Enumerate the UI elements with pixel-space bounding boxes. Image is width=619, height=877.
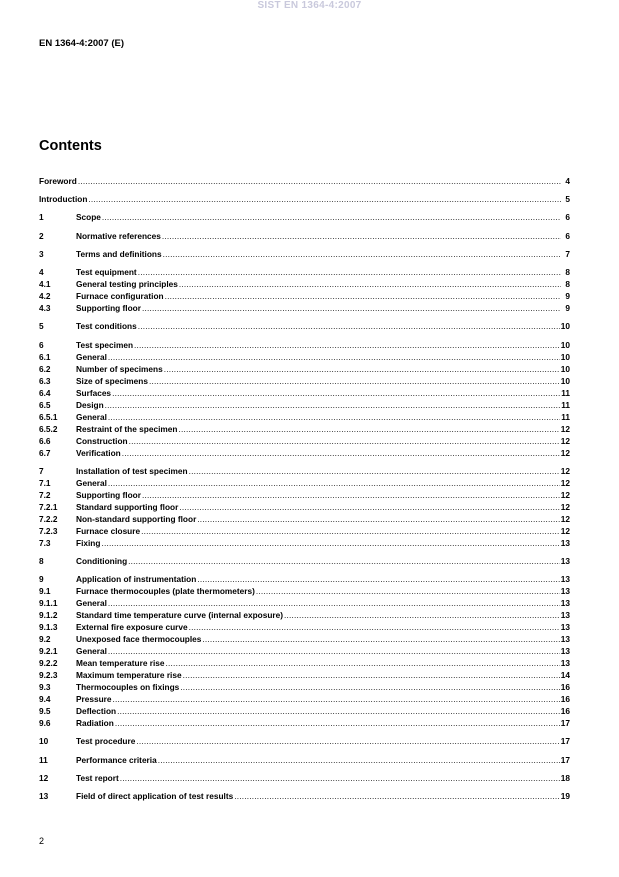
toc-page-number: 10 <box>560 321 570 331</box>
toc-section-number: 6.5.2 <box>39 424 58 434</box>
toc-section-number: 9.6 <box>39 718 51 728</box>
toc-section-title: Restraint of the specimen <box>76 424 178 434</box>
toc-dot-leader <box>108 352 560 363</box>
toc-entry[interactable] <box>39 279 570 290</box>
toc-section-title: Standard supporting floor <box>76 502 179 512</box>
toc-entry[interactable] <box>39 682 570 693</box>
toc-page-number: 16 <box>560 706 570 716</box>
toc-section-title: Furnace closure <box>76 526 141 536</box>
toc-page-number: 13 <box>560 574 570 584</box>
toc-dot-leader <box>120 773 560 784</box>
toc-section-number: 7.2.3 <box>39 526 58 536</box>
toc-section-title: Construction <box>76 436 128 446</box>
toc-section-title: External fire exposure curve <box>76 622 188 632</box>
toc-entry[interactable] <box>39 303 570 314</box>
toc-section-number: 4.1 <box>39 279 51 289</box>
toc-section-number: 13 <box>39 791 49 801</box>
toc-page-number: 12 <box>560 448 570 458</box>
toc-page-number: 9 <box>565 303 570 313</box>
toc-entry[interactable] <box>39 706 570 717</box>
toc-entry[interactable] <box>39 755 570 766</box>
toc-section-number: 7.2.1 <box>39 502 58 512</box>
toc-entry[interactable] <box>39 634 570 645</box>
toc-page-number: 12 <box>560 514 570 524</box>
toc-dot-leader <box>179 502 559 513</box>
toc-entry[interactable] <box>39 773 570 784</box>
toc-page-number: 13 <box>560 610 570 620</box>
toc-entry[interactable] <box>39 526 570 537</box>
toc-page-number: 13 <box>560 646 570 656</box>
toc-dot-leader <box>129 436 560 447</box>
toc-section-number: 6.5 <box>39 400 51 410</box>
toc-dot-leader <box>113 694 560 705</box>
toc-section-number: 9 <box>39 574 44 584</box>
toc-dot-leader <box>108 646 560 657</box>
toc-page-number: 19 <box>560 791 570 801</box>
toc-section-number: 9.2.1 <box>39 646 58 656</box>
toc-section-title: General <box>76 412 107 422</box>
toc-section-title: General testing principles <box>76 279 178 289</box>
toc-dot-leader <box>108 478 560 489</box>
toc-entry[interactable] <box>39 791 570 802</box>
toc-section-number: 6.1 <box>39 352 51 362</box>
toc-dot-leader <box>134 340 560 351</box>
toc-page-number: 13 <box>560 622 570 632</box>
toc-section-number: 7.2 <box>39 490 51 500</box>
toc-page-number: 8 <box>565 279 570 289</box>
toc-dot-leader <box>164 364 560 375</box>
toc-page-number: 6 <box>565 212 570 222</box>
toc-section-number: 9.2.3 <box>39 670 58 680</box>
toc-dot-leader <box>189 622 560 633</box>
toc-entry[interactable] <box>39 212 570 223</box>
toc-dot-leader <box>178 424 559 435</box>
toc-section-number: 9.4 <box>39 694 51 704</box>
toc-entry[interactable] <box>39 586 570 597</box>
toc-section-title: Furnace thermocouples (plate thermometers) <box>76 586 255 596</box>
toc-entry[interactable] <box>39 574 570 585</box>
toc-entry[interactable] <box>39 646 570 657</box>
toc-dot-leader <box>183 670 560 681</box>
toc-entry[interactable] <box>39 424 570 435</box>
toc-section-number: 12 <box>39 773 49 783</box>
toc-section-title: Supporting floor <box>76 490 141 500</box>
toc-section-title: Standard time temperature curve (internal exposure) <box>76 610 284 620</box>
toc-dot-leader <box>197 574 559 585</box>
toc-section-title: Scope <box>76 212 101 222</box>
contents-heading: Contents <box>39 138 102 154</box>
toc-page-number: 12 <box>560 478 570 488</box>
document-id: EN 1364-4:2007 (E) <box>39 38 125 49</box>
toc-section-number: 5 <box>39 321 44 331</box>
toc-dot-leader <box>180 682 560 693</box>
toc-section-title: Verification <box>76 448 121 458</box>
toc-entry[interactable] <box>39 598 570 609</box>
toc-entry[interactable] <box>39 694 570 705</box>
toc-section-title: Test procedure <box>76 736 136 746</box>
toc-dot-leader <box>101 538 559 549</box>
toc-section-number: 9.3 <box>39 682 51 692</box>
toc-section-number: 9.1 <box>39 586 51 596</box>
toc-section-number: 10 <box>39 736 49 746</box>
toc-entry[interactable] <box>39 321 570 332</box>
toc-page-number: 6 <box>565 231 570 241</box>
toc-section-title: Surfaces <box>76 388 112 398</box>
toc-section-number: 9.1.3 <box>39 622 58 632</box>
toc-dot-leader <box>179 279 561 290</box>
toc-section-title: General <box>76 598 107 608</box>
toc-page-number: 8 <box>565 267 570 277</box>
toc-section-title: Installation of test specimen <box>76 466 188 476</box>
toc-dot-leader <box>158 755 560 766</box>
toc-page-number: 11 <box>561 400 570 410</box>
toc-page-number: 13 <box>560 658 570 668</box>
toc-dot-leader <box>122 448 560 459</box>
toc-dot-leader <box>142 303 561 314</box>
toc-page-number: 10 <box>560 340 570 350</box>
toc-page-number: 5 <box>565 194 570 204</box>
toc-entry[interactable] <box>39 670 570 681</box>
toc-section-title: Test report <box>76 773 119 783</box>
toc-page-number: 17 <box>560 755 570 765</box>
toc-section-title: Test conditions <box>76 321 137 331</box>
toc-entry[interactable] <box>39 176 570 187</box>
toc-dot-leader <box>149 376 560 387</box>
toc-entry[interactable] <box>39 376 570 387</box>
toc-dot-leader <box>112 388 560 399</box>
toc-entry[interactable] <box>39 448 570 459</box>
toc-section-number: 6.6 <box>39 436 51 446</box>
toc-section-number: 9.2.2 <box>39 658 58 668</box>
toc-dot-leader <box>166 658 560 669</box>
toc-dot-leader <box>78 176 561 187</box>
toc-dot-leader <box>234 791 560 802</box>
toc-section-number: 4 <box>39 267 44 277</box>
toc-section-number: 6.4 <box>39 388 51 398</box>
toc-entry[interactable] <box>39 736 570 747</box>
toc-section-title: Fixing <box>76 538 101 548</box>
toc-section-number: 2 <box>39 231 44 241</box>
toc-page-number: 12 <box>560 436 570 446</box>
toc-page-number: 10 <box>560 376 570 386</box>
toc-page-number: 12 <box>560 526 570 536</box>
toc-entry[interactable] <box>39 610 570 621</box>
toc-page-number: 7 <box>565 249 570 259</box>
toc-dot-leader <box>105 400 561 411</box>
toc-dot-leader <box>102 212 561 223</box>
toc-entry[interactable] <box>39 194 570 205</box>
toc-page-number: 12 <box>560 424 570 434</box>
toc-entry[interactable] <box>39 622 570 633</box>
toc-section-number: 6 <box>39 340 44 350</box>
toc-dot-leader <box>189 466 560 477</box>
toc-dot-leader <box>142 490 560 501</box>
toc-dot-leader <box>88 194 561 205</box>
toc-entry[interactable] <box>39 340 570 351</box>
toc-entry[interactable] <box>39 436 570 447</box>
toc-section-title: General <box>76 352 107 362</box>
toc-entry[interactable] <box>39 478 570 489</box>
toc-page-number: 13 <box>560 598 570 608</box>
toc-section-title: Radiation <box>76 718 114 728</box>
toc-section-number: 7.1 <box>39 478 51 488</box>
toc-section-title: Non-standard supporting floor <box>76 514 197 524</box>
toc-section-number: 7 <box>39 466 44 476</box>
toc-page-number: 14 <box>560 670 570 680</box>
toc-page-number: 13 <box>560 556 570 566</box>
toc-entry[interactable] <box>39 658 570 669</box>
toc-page-number: 16 <box>560 694 570 704</box>
toc-page-number: 13 <box>560 634 570 644</box>
toc-entry[interactable] <box>39 514 570 525</box>
toc-section-title: Performance criteria <box>76 755 157 765</box>
toc-page-number: 10 <box>560 352 570 362</box>
toc-section-title: Supporting floor <box>76 303 141 313</box>
toc-entry[interactable] <box>39 291 570 302</box>
toc-section-title: Furnace configuration <box>76 291 164 301</box>
toc-section-title: Unexposed face thermocouples <box>76 634 202 644</box>
toc-section-number: 7.3 <box>39 538 51 548</box>
toc-section-title: Normative references <box>76 231 161 241</box>
toc-section-title: Pressure <box>76 694 112 704</box>
toc-section-title: Terms and definitions <box>76 249 162 259</box>
toc-section-title: Mean temperature rise <box>76 658 165 668</box>
toc-section-number: 9.2 <box>39 634 51 644</box>
toc-section-title: Field of direct application of test results <box>76 791 234 801</box>
toc-dot-leader <box>162 231 561 242</box>
toc-entry[interactable] <box>39 400 570 411</box>
toc-dot-leader <box>138 267 561 278</box>
toc-entry[interactable] <box>39 364 570 375</box>
toc-page-number: 12 <box>560 490 570 500</box>
page-number: 2 <box>39 836 45 846</box>
toc-dot-leader <box>141 526 560 537</box>
toc-page-number: 16 <box>560 682 570 692</box>
toc-section-number: 11 <box>39 755 48 765</box>
toc-page-number: 12 <box>560 466 570 476</box>
toc-page-number: 13 <box>560 586 570 596</box>
toc-section-number: 7.2.2 <box>39 514 58 524</box>
toc-section-number: 4.3 <box>39 303 51 313</box>
toc-page-number: 13 <box>560 538 570 548</box>
toc-dot-leader <box>138 321 560 332</box>
watermark: SIST EN 1364-4:2007 <box>257 0 362 11</box>
toc-section-title: Application of instrumentation <box>76 574 197 584</box>
toc-page-number: 11 <box>561 412 570 422</box>
toc-entry[interactable] <box>39 388 570 399</box>
toc-entry[interactable] <box>39 466 570 477</box>
toc-section-title: Test equipment <box>76 267 137 277</box>
toc-dot-leader <box>108 412 560 423</box>
toc-section-number: 4.2 <box>39 291 51 301</box>
toc-section-number: 6.7 <box>39 448 51 458</box>
toc-section-title: Conditioning <box>76 556 128 566</box>
toc-page-number: 10 <box>560 364 570 374</box>
toc-dot-leader <box>165 291 561 302</box>
toc-entry[interactable] <box>39 538 570 549</box>
toc-dot-leader <box>115 718 560 729</box>
toc-entry[interactable] <box>39 502 570 513</box>
toc-dot-leader <box>197 514 559 525</box>
toc-dot-leader <box>284 610 560 621</box>
toc-dot-leader <box>117 706 560 717</box>
toc-entry[interactable] <box>39 249 570 260</box>
toc-page-number: 17 <box>560 718 570 728</box>
toc-section-number: 9.1.1 <box>39 598 58 608</box>
toc-entry[interactable] <box>39 556 570 567</box>
toc-entry[interactable] <box>39 490 570 501</box>
toc-section-title: Test specimen <box>76 340 134 350</box>
toc-section-number: 6.2 <box>39 364 51 374</box>
toc-section-number: 6.3 <box>39 376 51 386</box>
toc-entry[interactable] <box>39 718 570 729</box>
toc-section-number: 1 <box>39 212 44 222</box>
toc-section-title: Deflection <box>76 706 117 716</box>
toc-dot-leader <box>136 736 559 747</box>
toc-section-title: Thermocouples on fixings <box>76 682 180 692</box>
toc-section-title: General <box>76 478 107 488</box>
toc-page-number: 9 <box>565 291 570 301</box>
toc-section-number: 9.1.2 <box>39 610 58 620</box>
toc-section-title: Design <box>76 400 104 410</box>
toc-section-title: Number of specimens <box>76 364 163 374</box>
toc-entry[interactable] <box>39 412 570 423</box>
toc-dot-leader <box>256 586 560 597</box>
toc-section-title: Maximum temperature rise <box>76 670 182 680</box>
toc-dot-leader <box>163 249 561 260</box>
toc-page-number: 11 <box>561 388 570 398</box>
toc-section-number: 8 <box>39 556 44 566</box>
toc-page-number: 4 <box>565 176 570 186</box>
toc-section-title: Size of specimens <box>76 376 148 386</box>
toc-section-title: Introduction <box>39 194 88 204</box>
toc-section-title: General <box>76 646 107 656</box>
toc-section-number: 3 <box>39 249 44 259</box>
toc-dot-leader <box>108 598 560 609</box>
toc-page-number: 12 <box>560 502 570 512</box>
toc-dot-leader <box>202 634 559 645</box>
toc-page-number: 17 <box>560 736 570 746</box>
toc-entry[interactable] <box>39 352 570 363</box>
toc-section-number: 9.5 <box>39 706 51 716</box>
toc-section-number: 6.5.1 <box>39 412 58 422</box>
toc-dot-leader <box>128 556 560 567</box>
toc-entry[interactable] <box>39 231 570 242</box>
toc-page-number: 18 <box>560 773 570 783</box>
toc-section-title: Foreword <box>39 176 77 186</box>
toc-entry[interactable] <box>39 267 570 278</box>
